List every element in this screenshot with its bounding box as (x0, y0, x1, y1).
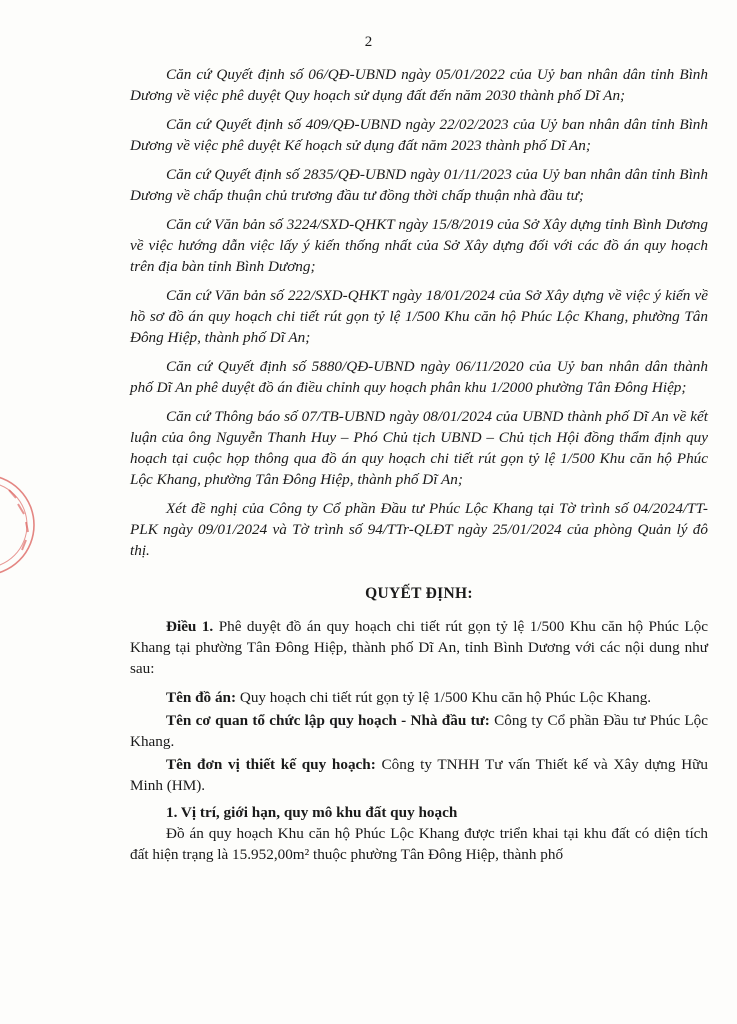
project-name (130, 687, 708, 708)
article-1 (130, 616, 708, 679)
designer (130, 754, 708, 796)
red-seal-stamp (0, 470, 40, 580)
section-1-heading: 1. Vị trí, giới hạn, quy mô khu đất quy hoạch (166, 804, 458, 821)
legal-basis-paragraph: Căn cứ Thông báo số 07/TB-UBND ngày 08/01/2024 của UBND thành phố Dĩ An về kết luận của ông Nguyễn Thanh Huy – Phó Chủ tịch UBND – Chủ tịch Hội đồng thẩm định quy hoạch tại cuộc họp thông qua đồ án quy hoạch chi tiết rút gọn tỷ lệ 1/500 Khu căn hộ Phúc Lộc Khang, phường Tân Đông Hiệp, thành phố Dĩ An; (130, 408, 708, 488)
project-name-label: Tên đồ án: (166, 689, 237, 706)
legal-basis-paragraph: Căn cứ Quyết định số 409/QĐ-UBND ngày 22/02/2023 của Uỷ ban nhân dân tỉnh Bình Dương về việc phê duyệt Kế hoạch sử dụng đất năm 2023 thành phố Dĩ An; (130, 116, 708, 154)
page-number: 2 (364, 34, 373, 50)
legal-basis-paragraph: Căn cứ Quyết định số 06/QĐ-UBND ngày 05/01/2022 của Uỷ ban nhân dân tỉnh Bình Dương về việc phê duyệt Quy hoạch sử dụng đất đến năm 2030 thành phố Dĩ An; (130, 66, 708, 104)
document-body (130, 64, 708, 873)
organizer-text: Công ty Cổ phần Đầu tư Phúc Lộc Khang. (130, 712, 708, 750)
section-1-text: Đồ án quy hoạch Khu căn hộ Phúc Lộc Khang được triển khai tại khu đất có diện tích đất hiện trạng là 15.952,00m² thuộc phường Tân Đông Hiệp, thành phố (130, 825, 708, 863)
legal-basis-paragraph: Căn cứ Quyết định số 2835/QĐ-UBND ngày 01/11/2023 của Uỷ ban nhân dân tỉnh Bình Dương về chấp thuận chủ trương đầu tư đồng thời chấp thuận nhà đầu tư; (130, 166, 708, 204)
project-name-text: Quy hoạch chi tiết rút gọn tỷ lệ 1/500 Khu căn hộ Phúc Lộc Khang. (236, 689, 652, 706)
proposal-paragraph: Xét đề nghị của Công ty Cổ phần Đầu tư Phúc Lộc Khang tại Tờ trình số 04/2024/TT-PLK ngày 09/01/2024 và Tờ trình số 94/TTr-QLĐT ngày 25/01/2024 của phòng Quản lý đô thị. (130, 500, 708, 559)
legal-basis-paragraph: Căn cứ Văn bản số 222/SXD-QHKT ngày 18/01/2024 của Sở Xây dựng về việc ý kiến về hồ sơ đồ án quy hoạch chi tiết rút gọn tỷ lệ 1/500 Khu căn hộ Phúc Lộc Khang, phường Tân Đông Hiệp, thành phố Dĩ An; (130, 287, 708, 346)
organizer (130, 710, 708, 752)
legal-basis-paragraph: Căn cứ Văn bản số 3224/SXD-QHKT ngày 15/8/2019 của Sở Xây dựng tỉnh Bình Dương về việc hướng dẫn việc lấy ý kiến thống nhất của Sở Xây dựng đối với các đồ án quy hoạch trên địa bàn tỉnh Bình Dương; (130, 216, 708, 275)
organizer-label: Tên cơ quan tổ chức lập quy hoạch - Nhà đầu tư: (166, 712, 490, 729)
legal-basis-paragraph: Căn cứ Quyết định số 5880/QĐ-UBND ngày 06/11/2020 của Uỷ ban nhân dân thành phố Dĩ An phê duyệt đồ án điều chỉnh quy hoạch phân khu 1/2000 phường Tân Đông Hiệp; (130, 358, 708, 396)
designer-label: Tên đơn vị thiết kế quy hoạch: (166, 756, 376, 773)
designer-text: Công ty TNHH Tư vấn Thiết kế và Xây dựng Hữu Minh (HM). (130, 756, 708, 794)
article-1-label: Điều 1. (166, 618, 214, 635)
decision-heading: QUYẾT ĐỊNH: (365, 585, 473, 602)
article-1-text: Phê duyệt đồ án quy hoạch chi tiết rút gọn tỷ lệ 1/500 Khu căn hộ Phúc Lộc Khang tại phường Tân Đông Hiệp, thành phố Dĩ An, tỉnh Bình Dương với các nội dung như sau: (130, 618, 708, 677)
